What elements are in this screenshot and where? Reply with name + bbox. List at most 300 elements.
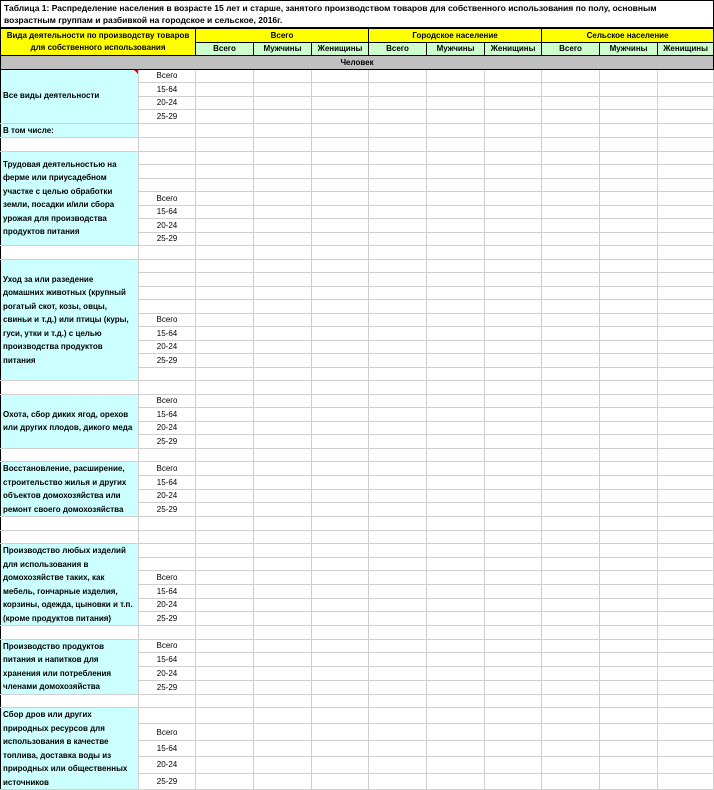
table-cell[interactable] <box>139 626 196 640</box>
value-cell[interactable] <box>254 503 312 517</box>
value-cell[interactable] <box>196 667 254 681</box>
value-cell[interactable] <box>542 327 600 341</box>
value-cell[interactable] <box>369 740 427 756</box>
value-cell[interactable] <box>658 740 714 756</box>
value-cell[interactable] <box>196 475 254 489</box>
table-cell[interactable] <box>658 448 714 462</box>
value-cell[interactable] <box>312 69 369 83</box>
value-cell[interactable] <box>427 544 485 558</box>
value-cell[interactable] <box>312 83 369 97</box>
table-cell[interactable] <box>658 381 714 395</box>
value-cell[interactable] <box>369 232 427 246</box>
value-cell[interactable] <box>427 178 485 192</box>
value-cell[interactable] <box>658 667 714 681</box>
value-cell[interactable] <box>600 178 658 192</box>
table-cell[interactable] <box>139 517 196 531</box>
value-cell[interactable] <box>254 96 312 110</box>
value-cell[interactable] <box>369 340 427 354</box>
table-cell[interactable] <box>254 694 312 708</box>
value-cell[interactable] <box>369 178 427 192</box>
table-cell[interactable] <box>600 138 658 152</box>
value-cell[interactable] <box>312 724 369 740</box>
value-cell[interactable] <box>542 571 600 585</box>
table-cell[interactable] <box>427 626 485 640</box>
value-cell[interactable] <box>312 205 369 219</box>
table-cell[interactable] <box>542 381 600 395</box>
table-cell[interactable] <box>1 626 139 640</box>
value-cell[interactable] <box>254 123 312 138</box>
value-cell[interactable] <box>485 557 542 571</box>
value-cell[interactable] <box>485 639 542 653</box>
table-cell[interactable] <box>600 246 658 260</box>
table-cell[interactable] <box>254 517 312 531</box>
value-cell[interactable] <box>600 475 658 489</box>
value-cell[interactable] <box>600 286 658 300</box>
value-cell[interactable] <box>600 757 658 773</box>
table-cell[interactable] <box>369 448 427 462</box>
value-cell[interactable] <box>542 421 600 435</box>
value-cell[interactable] <box>196 757 254 773</box>
value-cell[interactable] <box>427 773 485 789</box>
value-cell[interactable] <box>369 757 427 773</box>
value-cell[interactable] <box>312 110 369 124</box>
value-cell[interactable] <box>369 96 427 110</box>
value-cell[interactable] <box>312 653 369 667</box>
value-cell[interactable] <box>427 740 485 756</box>
table-cell[interactable] <box>139 246 196 260</box>
value-cell[interactable] <box>312 151 369 165</box>
value-cell[interactable] <box>600 421 658 435</box>
table-cell[interactable] <box>196 530 254 544</box>
value-cell[interactable] <box>427 489 485 503</box>
value-cell[interactable] <box>485 69 542 83</box>
value-cell[interactable] <box>369 219 427 233</box>
value-cell[interactable] <box>542 178 600 192</box>
table-cell[interactable] <box>312 626 369 640</box>
value-cell[interactable] <box>427 653 485 667</box>
value-cell[interactable] <box>485 708 542 724</box>
table-cell[interactable] <box>427 530 485 544</box>
value-cell[interactable] <box>312 165 369 179</box>
value-cell[interactable] <box>658 178 714 192</box>
value-cell[interactable] <box>600 165 658 179</box>
value-cell[interactable] <box>658 598 714 612</box>
value-cell[interactable] <box>369 773 427 789</box>
value-cell[interactable] <box>369 123 427 138</box>
value-cell[interactable] <box>312 421 369 435</box>
value-cell[interactable] <box>369 367 427 381</box>
value-cell[interactable] <box>196 273 254 287</box>
value-cell[interactable] <box>658 680 714 694</box>
value-cell[interactable] <box>254 69 312 83</box>
value-cell[interactable] <box>658 313 714 327</box>
value-cell[interactable] <box>427 598 485 612</box>
table-cell[interactable] <box>196 626 254 640</box>
table-cell[interactable] <box>196 694 254 708</box>
value-cell[interactable] <box>427 757 485 773</box>
value-cell[interactable] <box>196 489 254 503</box>
value-cell[interactable] <box>196 219 254 233</box>
value-cell[interactable] <box>542 724 600 740</box>
value-cell[interactable] <box>312 757 369 773</box>
value-cell[interactable] <box>254 435 312 449</box>
value-cell[interactable] <box>600 340 658 354</box>
value-cell[interactable] <box>427 367 485 381</box>
value-cell[interactable] <box>427 680 485 694</box>
table-cell[interactable] <box>196 138 254 152</box>
value-cell[interactable] <box>312 286 369 300</box>
value-cell[interactable] <box>369 708 427 724</box>
table-cell[interactable] <box>485 246 542 260</box>
value-cell[interactable] <box>485 612 542 626</box>
value-cell[interactable] <box>254 327 312 341</box>
value-cell[interactable] <box>485 340 542 354</box>
value-cell[interactable] <box>427 557 485 571</box>
value-cell[interactable] <box>254 259 312 273</box>
value-cell[interactable] <box>658 421 714 435</box>
value-cell[interactable] <box>542 354 600 368</box>
value-cell[interactable] <box>369 571 427 585</box>
value-cell[interactable] <box>600 232 658 246</box>
value-cell[interactable] <box>254 612 312 626</box>
value-cell[interactable] <box>542 273 600 287</box>
value-cell[interactable] <box>196 571 254 585</box>
table-cell[interactable] <box>1 530 139 544</box>
value-cell[interactable] <box>600 667 658 681</box>
value-cell[interactable] <box>369 110 427 124</box>
value-cell[interactable] <box>542 367 600 381</box>
value-cell[interactable] <box>196 110 254 124</box>
value-cell[interactable] <box>542 300 600 314</box>
value-cell[interactable] <box>542 708 600 724</box>
value-cell[interactable] <box>312 544 369 558</box>
value-cell[interactable] <box>369 653 427 667</box>
value-cell[interactable] <box>254 757 312 773</box>
table-cell[interactable] <box>369 694 427 708</box>
table-cell[interactable] <box>139 530 196 544</box>
value-cell[interactable] <box>196 598 254 612</box>
table-cell[interactable] <box>485 694 542 708</box>
value-cell[interactable] <box>254 408 312 422</box>
value-cell[interactable] <box>485 151 542 165</box>
table-cell[interactable] <box>427 138 485 152</box>
table-cell[interactable] <box>312 530 369 544</box>
value-cell[interactable] <box>254 462 312 476</box>
value-cell[interactable] <box>542 680 600 694</box>
table-cell[interactable] <box>254 246 312 260</box>
table-cell[interactable] <box>485 530 542 544</box>
value-cell[interactable] <box>312 462 369 476</box>
value-cell[interactable] <box>485 503 542 517</box>
value-cell[interactable] <box>254 557 312 571</box>
value-cell[interactable] <box>369 421 427 435</box>
value-cell[interactable] <box>485 598 542 612</box>
value-cell[interactable] <box>312 192 369 206</box>
value-cell[interactable] <box>658 69 714 83</box>
value-cell[interactable] <box>658 724 714 740</box>
value-cell[interactable] <box>485 123 542 138</box>
value-cell[interactable] <box>542 110 600 124</box>
value-cell[interactable] <box>312 571 369 585</box>
value-cell[interactable] <box>427 286 485 300</box>
value-cell[interactable] <box>658 773 714 789</box>
value-cell[interactable] <box>369 462 427 476</box>
value-cell[interactable] <box>542 489 600 503</box>
value-cell[interactable] <box>427 273 485 287</box>
value-cell[interactable] <box>254 313 312 327</box>
table-cell[interactable] <box>312 246 369 260</box>
value-cell[interactable] <box>254 475 312 489</box>
table-cell[interactable] <box>485 381 542 395</box>
value-cell[interactable] <box>485 205 542 219</box>
value-cell[interactable] <box>196 584 254 598</box>
table-cell[interactable] <box>369 246 427 260</box>
value-cell[interactable] <box>196 435 254 449</box>
value-cell[interactable] <box>542 165 600 179</box>
value-cell[interactable] <box>485 394 542 408</box>
value-cell[interactable] <box>369 286 427 300</box>
value-cell[interactable] <box>600 724 658 740</box>
value-cell[interactable] <box>485 653 542 667</box>
value-cell[interactable] <box>427 83 485 97</box>
value-cell[interactable] <box>312 584 369 598</box>
value-cell[interactable] <box>254 300 312 314</box>
value-cell[interactable] <box>485 300 542 314</box>
value-cell[interactable] <box>427 612 485 626</box>
value-cell[interactable] <box>196 773 254 789</box>
value-cell[interactable] <box>196 462 254 476</box>
value-cell[interactable] <box>485 584 542 598</box>
table-cell[interactable] <box>254 448 312 462</box>
value-cell[interactable] <box>196 708 254 724</box>
table-cell[interactable] <box>312 138 369 152</box>
value-cell[interactable] <box>196 340 254 354</box>
value-cell[interactable] <box>542 584 600 598</box>
value-cell[interactable] <box>600 489 658 503</box>
value-cell[interactable] <box>427 192 485 206</box>
value-cell[interactable] <box>600 300 658 314</box>
value-cell[interactable] <box>658 757 714 773</box>
value-cell[interactable] <box>312 219 369 233</box>
value-cell[interactable] <box>485 96 542 110</box>
value-cell[interactable] <box>600 367 658 381</box>
value-cell[interactable] <box>254 653 312 667</box>
value-cell[interactable] <box>658 612 714 626</box>
value-cell[interactable] <box>485 544 542 558</box>
value-cell[interactable] <box>312 740 369 756</box>
value-cell[interactable] <box>600 313 658 327</box>
value-cell[interactable] <box>254 680 312 694</box>
value-cell[interactable] <box>312 557 369 571</box>
value-cell[interactable] <box>427 354 485 368</box>
value-cell[interactable] <box>369 327 427 341</box>
value-cell[interactable] <box>196 740 254 756</box>
table-cell[interactable] <box>1 448 139 462</box>
value-cell[interactable] <box>485 83 542 97</box>
value-cell[interactable] <box>369 503 427 517</box>
value-cell[interactable] <box>485 273 542 287</box>
table-cell[interactable] <box>658 517 714 531</box>
value-cell[interactable] <box>196 367 254 381</box>
table-cell[interactable] <box>427 246 485 260</box>
value-cell[interactable] <box>600 192 658 206</box>
value-cell[interactable] <box>658 367 714 381</box>
value-cell[interactable] <box>254 584 312 598</box>
value-cell[interactable] <box>196 192 254 206</box>
value-cell[interactable] <box>542 313 600 327</box>
value-cell[interactable] <box>254 354 312 368</box>
value-cell[interactable] <box>196 313 254 327</box>
value-cell[interactable] <box>196 205 254 219</box>
value-cell[interactable] <box>600 110 658 124</box>
value-cell[interactable] <box>542 653 600 667</box>
value-cell[interactable] <box>427 165 485 179</box>
value-cell[interactable] <box>427 340 485 354</box>
value-cell[interactable] <box>312 327 369 341</box>
table-cell[interactable] <box>542 517 600 531</box>
table-cell[interactable] <box>139 381 196 395</box>
value-cell[interactable] <box>254 489 312 503</box>
value-cell[interactable] <box>312 408 369 422</box>
value-cell[interactable] <box>196 151 254 165</box>
value-cell[interactable] <box>254 219 312 233</box>
table-cell[interactable] <box>139 448 196 462</box>
table-cell[interactable] <box>139 694 196 708</box>
value-cell[interactable] <box>369 598 427 612</box>
value-cell[interactable] <box>312 178 369 192</box>
value-cell[interactable] <box>485 462 542 476</box>
value-cell[interactable] <box>196 69 254 83</box>
value-cell[interactable] <box>369 435 427 449</box>
value-cell[interactable] <box>369 151 427 165</box>
value-cell[interactable] <box>254 394 312 408</box>
value-cell[interactable] <box>542 83 600 97</box>
value-cell[interactable] <box>658 408 714 422</box>
value-cell[interactable] <box>485 408 542 422</box>
value-cell[interactable] <box>658 327 714 341</box>
value-cell[interactable] <box>427 327 485 341</box>
value-cell[interactable] <box>427 394 485 408</box>
value-cell[interactable] <box>254 773 312 789</box>
value-cell[interactable] <box>254 667 312 681</box>
table-cell[interactable] <box>485 626 542 640</box>
value-cell[interactable] <box>600 773 658 789</box>
value-cell[interactable] <box>658 354 714 368</box>
value-cell[interactable] <box>369 354 427 368</box>
value-cell[interactable] <box>254 232 312 246</box>
value-cell[interactable] <box>196 96 254 110</box>
value-cell[interactable] <box>658 462 714 476</box>
value-cell[interactable] <box>312 680 369 694</box>
value-cell[interactable] <box>312 667 369 681</box>
value-cell[interactable] <box>542 475 600 489</box>
value-cell[interactable] <box>196 123 254 138</box>
value-cell[interactable] <box>254 598 312 612</box>
value-cell[interactable] <box>369 724 427 740</box>
value-cell[interactable] <box>369 584 427 598</box>
value-cell[interactable] <box>196 653 254 667</box>
value-cell[interactable] <box>369 612 427 626</box>
value-cell[interactable] <box>658 503 714 517</box>
value-cell[interactable] <box>485 219 542 233</box>
table-cell[interactable] <box>542 626 600 640</box>
value-cell[interactable] <box>485 435 542 449</box>
value-cell[interactable] <box>254 178 312 192</box>
value-cell[interactable] <box>312 598 369 612</box>
value-cell[interactable] <box>254 83 312 97</box>
table-cell[interactable] <box>369 530 427 544</box>
value-cell[interactable] <box>369 313 427 327</box>
value-cell[interactable] <box>312 232 369 246</box>
value-cell[interactable] <box>369 300 427 314</box>
value-cell[interactable] <box>427 313 485 327</box>
value-cell[interactable] <box>312 773 369 789</box>
table-cell[interactable] <box>369 517 427 531</box>
value-cell[interactable] <box>427 435 485 449</box>
table-cell[interactable] <box>369 626 427 640</box>
value-cell[interactable] <box>312 300 369 314</box>
table-cell[interactable] <box>427 448 485 462</box>
value-cell[interactable] <box>427 667 485 681</box>
value-cell[interactable] <box>312 123 369 138</box>
table-cell[interactable] <box>254 626 312 640</box>
value-cell[interactable] <box>542 394 600 408</box>
value-cell[interactable] <box>254 151 312 165</box>
value-cell[interactable] <box>485 740 542 756</box>
value-cell[interactable] <box>312 503 369 517</box>
table-cell[interactable] <box>542 246 600 260</box>
value-cell[interactable] <box>600 205 658 219</box>
value-cell[interactable] <box>485 259 542 273</box>
value-cell[interactable] <box>196 259 254 273</box>
value-cell[interactable] <box>312 394 369 408</box>
value-cell[interactable] <box>485 421 542 435</box>
value-cell[interactable] <box>600 219 658 233</box>
value-cell[interactable] <box>658 96 714 110</box>
table-cell[interactable] <box>312 448 369 462</box>
table-cell[interactable] <box>658 694 714 708</box>
value-cell[interactable] <box>312 475 369 489</box>
value-cell[interactable] <box>254 639 312 653</box>
value-cell[interactable] <box>427 475 485 489</box>
value-cell[interactable] <box>600 96 658 110</box>
value-cell[interactable] <box>312 96 369 110</box>
value-cell[interactable] <box>254 724 312 740</box>
table-cell[interactable] <box>196 448 254 462</box>
value-cell[interactable] <box>427 639 485 653</box>
value-cell[interactable] <box>542 462 600 476</box>
value-cell[interactable] <box>658 653 714 667</box>
value-cell[interactable] <box>600 327 658 341</box>
value-cell[interactable] <box>196 503 254 517</box>
value-cell[interactable] <box>658 639 714 653</box>
value-cell[interactable] <box>369 489 427 503</box>
value-cell[interactable] <box>542 286 600 300</box>
table-cell[interactable] <box>600 530 658 544</box>
table-cell[interactable] <box>312 517 369 531</box>
value-cell[interactable] <box>542 96 600 110</box>
value-cell[interactable] <box>542 205 600 219</box>
table-cell[interactable] <box>542 530 600 544</box>
table-cell[interactable] <box>427 517 485 531</box>
table-cell[interactable] <box>369 138 427 152</box>
value-cell[interactable] <box>658 584 714 598</box>
table-cell[interactable] <box>542 138 600 152</box>
value-cell[interactable] <box>600 544 658 558</box>
value-cell[interactable] <box>427 232 485 246</box>
value-cell[interactable] <box>600 259 658 273</box>
value-cell[interactable] <box>312 354 369 368</box>
